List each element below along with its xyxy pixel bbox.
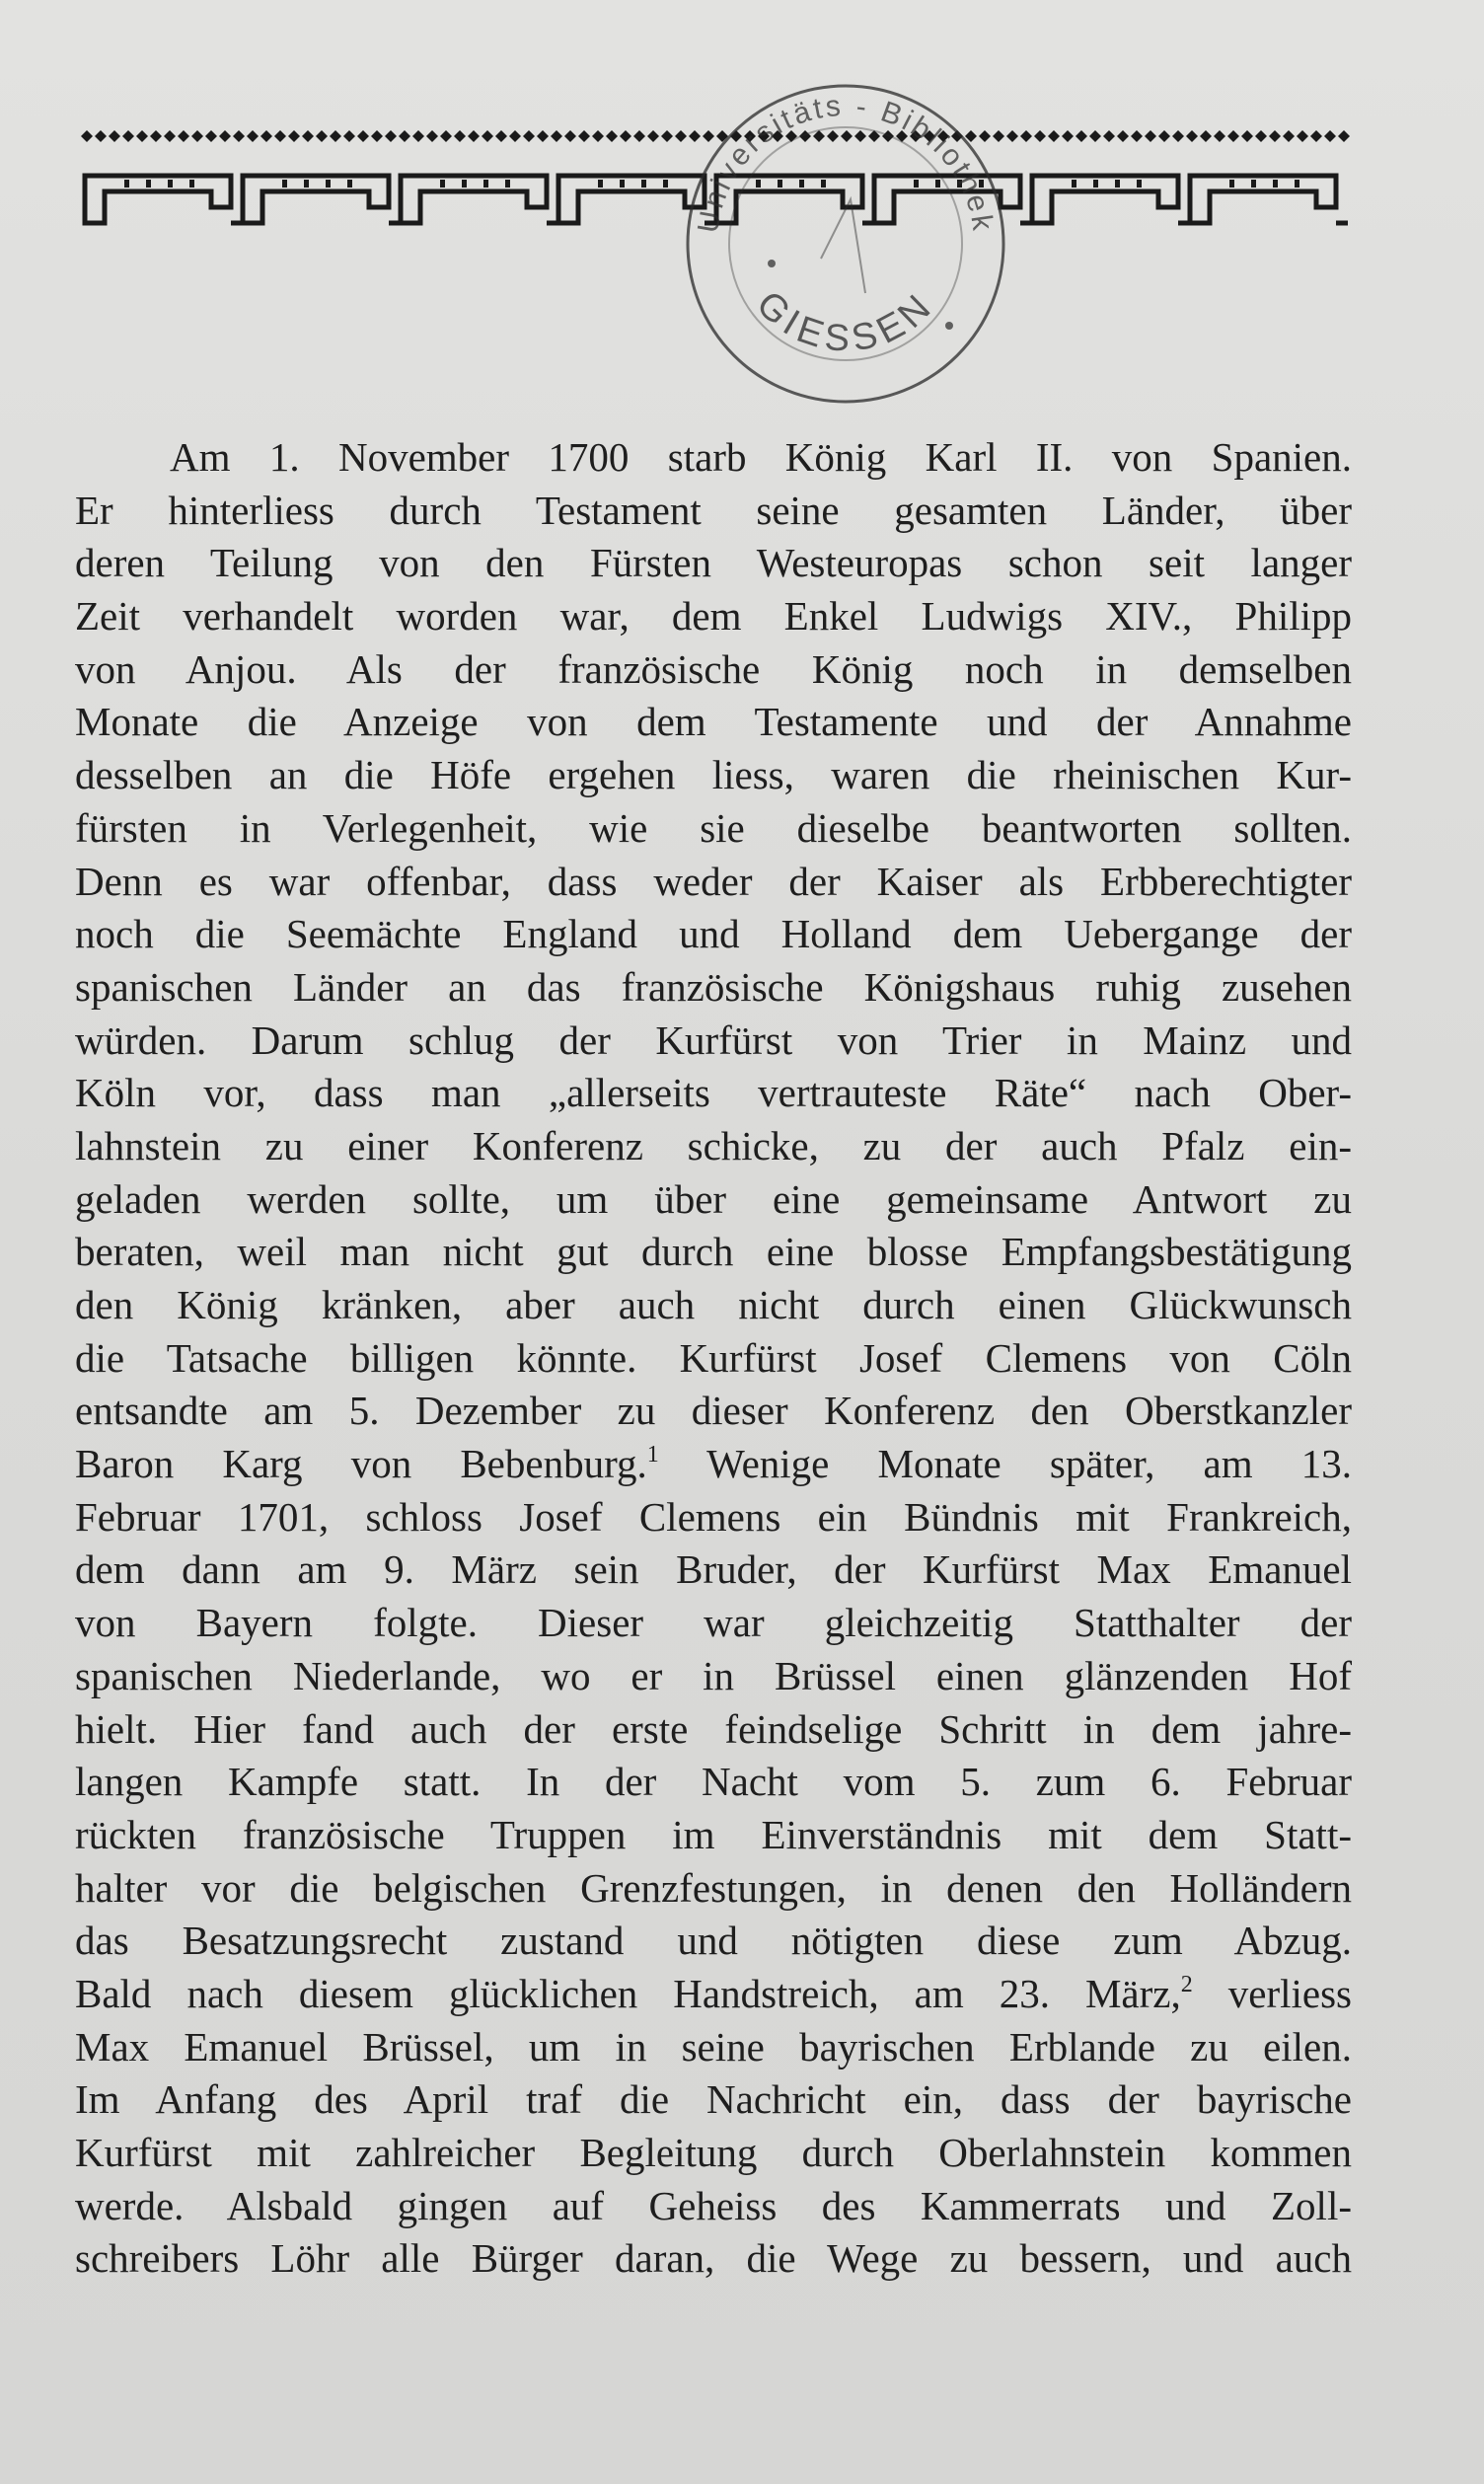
ornament-dot [326, 180, 331, 188]
stamp-star-left [768, 260, 776, 267]
text-line: rückten französische Truppen im Einverständnis mit dem Statt- [75, 1811, 1352, 1857]
svg-text:GIESSEN [748, 283, 942, 360]
text-line: Köln vor, dass man „allerseits vertrauteste Räte“ nach Ober- [75, 1070, 1352, 1116]
body-text [75, 431, 1352, 2286]
ornament-dot [282, 180, 287, 188]
ornament-diamond [551, 130, 562, 142]
ornament-diamond [357, 130, 369, 142]
ornament-diamond [191, 130, 203, 142]
text-line: deren Teilung von den Fürsten Westeuropas schon seit langer [75, 540, 1352, 586]
text-line: fürsten in Verlegenheit, wie sie dieselbe beantworten sollten. [75, 804, 1352, 851]
ornament-diamond [523, 130, 535, 142]
text-line: das Besatzungsrecht zustand und nötigten diese zum Abzug. [75, 1918, 1352, 1964]
ornament-diamond [371, 130, 383, 142]
ornament-diamond [219, 130, 231, 142]
ornament-dot [505, 180, 510, 188]
ornament-diamond [81, 130, 93, 142]
ornament-diamond [95, 130, 107, 142]
text-line: desselben an die Höfe ergehen liess, waren die rheinischen Kur- [75, 752, 1352, 798]
text-line: von Anjou. Als der französische König noch in demselben [75, 645, 1352, 692]
ornament-diamond [1227, 130, 1239, 142]
ornament-diamond [495, 130, 507, 142]
ornament-diamond [274, 130, 286, 142]
ornament-diamond [1034, 130, 1046, 142]
ornament-dot [347, 180, 352, 188]
ornament-diamond [178, 130, 189, 142]
ornament-diamond [1145, 130, 1156, 142]
text-line: lahnstein zu einer Konferenz schicke, zu der auch Pfalz ein- [75, 1122, 1352, 1168]
ornament-diamond [633, 130, 645, 142]
ornament-diamond [592, 130, 604, 142]
ornament-diamond [564, 130, 576, 142]
ornament-diamond [316, 130, 328, 142]
ornament-meander [1190, 176, 1348, 223]
library-stamp [663, 61, 1028, 426]
ornament-diamond [1117, 130, 1129, 142]
text-line: dem dann am 9. März sein Bruder, der Kurfürst Max Emanuel [75, 1546, 1352, 1593]
text-line: Er hinterliess durch Testament seine gesamten Länder, über [75, 487, 1352, 533]
ornament-diamond [1297, 130, 1308, 142]
ornament-diamond [578, 130, 590, 142]
ornament-meander [243, 176, 401, 223]
ornament-diamond [482, 130, 493, 142]
ornament-diamond [1255, 130, 1267, 142]
ornament-diamond [164, 130, 176, 142]
ornament-diamond [1200, 130, 1212, 142]
ornament-diamond [1062, 130, 1074, 142]
ornament-dot [1137, 180, 1142, 188]
ornament-diamond [454, 130, 466, 142]
ornament-dot [1251, 180, 1256, 188]
ornament-dot [1273, 180, 1278, 188]
ornament-diamond [288, 130, 300, 142]
ornament-diamond [122, 130, 134, 142]
ornament-diamond [1158, 130, 1170, 142]
text-line: Monate die Anzeige von dem Testamente und der Annahme [75, 699, 1352, 745]
line-text: Baron Karg von Bebenburg. [75, 1441, 647, 1487]
ornament-dot [124, 180, 129, 188]
ornament-diamond [247, 130, 259, 142]
ornament-diamond [1214, 130, 1225, 142]
ornament-dot [598, 180, 603, 188]
ornament-diamond [440, 130, 452, 142]
text-line: die Tatsache billigen könnte. Kurfürst Josef Clemens von Cöln [75, 1334, 1352, 1381]
ornament-diamond [343, 130, 355, 142]
ornament-diamond [1089, 130, 1101, 142]
ornament-diamond [1269, 130, 1281, 142]
text-line: Zeit verhandelt worden war, dem Enkel Ludwigs XIV., Philipp [75, 593, 1352, 640]
ornament-dot [1093, 180, 1098, 188]
ornament-dot [440, 180, 445, 188]
ornament-dot [620, 180, 625, 188]
ornament-diamond [1103, 130, 1115, 142]
text-line: spanischen Länder an das französische Königshaus ruhig zusehen [75, 963, 1352, 1010]
line-text: Wenige Monate später, am 13. [706, 1441, 1352, 1487]
ornament-diamond [1283, 130, 1295, 142]
text-line: hielt. Hier fand auch der erste feindselige Schritt in dem jahre- [75, 1705, 1352, 1752]
ornament-dot [462, 180, 467, 188]
ornament-diamond [136, 130, 148, 142]
ornament-diamond [1338, 130, 1350, 142]
ornament-dot [189, 180, 194, 188]
ornament-diamond [1131, 130, 1143, 142]
ornament-dot [1229, 180, 1234, 188]
text-line: Februar 1701, schloss Josef Clemens ein Bündnis mit Frankreich, [75, 1493, 1352, 1540]
text-line: spanischen Niederlande, wo er in Brüssel einen glänzenden Hof [75, 1652, 1352, 1698]
ornament-diamond [1186, 130, 1198, 142]
ornament-diamond [1310, 130, 1322, 142]
ornament-meander [401, 176, 558, 223]
ornament-diamond [150, 130, 162, 142]
ornament-diamond [399, 130, 410, 142]
ornament-dot [168, 180, 173, 188]
text-line: noch die Seemächte England und Holland dem Uebergange der [75, 911, 1352, 957]
ornament-diamond [509, 130, 521, 142]
text-line: schreibers Löhr alle Bürger daran, die Wege zu bessern, und auch [75, 2235, 1352, 2282]
text-line: Max Emanuel Brüssel, um in seine bayrischen Erblande zu eilen. [75, 2023, 1352, 2070]
text-line: geladen werden sollte, um über eine gemeinsame Antwort zu [75, 1175, 1352, 1222]
stamp-city-text: GIESSEN [748, 283, 943, 360]
text-line: entsandte am 5. Dezember zu dieser Konferenz den Oberstkanzler [75, 1388, 1352, 1434]
ornament-diamond [233, 130, 245, 142]
ornament-diamond [426, 130, 438, 142]
ornament-diamond [620, 130, 631, 142]
footnote-mark: 1 [646, 1442, 659, 1468]
ornament-diamond [1076, 130, 1087, 142]
ornament-diamond [412, 130, 424, 142]
ornament-meander [1032, 176, 1190, 223]
ornament-diamond [302, 130, 314, 142]
ornament-dot [641, 180, 646, 188]
text-line: würden. Darum schlug der Kurfürst von Trier in Mainz und [75, 1016, 1352, 1063]
ornament-diamond [330, 130, 341, 142]
ornament-meander [85, 176, 243, 223]
ornament-dot [1295, 180, 1299, 188]
ornament-dot [304, 180, 309, 188]
ornament-dot [1115, 180, 1120, 188]
ornament-diamond [260, 130, 272, 142]
text-line: von Bayern folgte. Dieser war gleichzeitig Statthalter der [75, 1600, 1352, 1646]
text-line: Kurfürst mit zahlreicher Begleitung durch Oberlahnstein kommen [75, 2130, 1352, 2175]
ornament-diamond [537, 130, 549, 142]
line-text: Bald nach diesem glücklichen Handstreich, am 23. März, [75, 1970, 1181, 2016]
ornament-diamond [647, 130, 659, 142]
text-line: Am 1. November 1700 starb König Karl II. von Spanien. [170, 434, 1352, 480]
stamp-star-right [945, 322, 953, 330]
text-line: Im Anfang des April traf die Nachricht ein, dass der bayrische [75, 2076, 1352, 2123]
text-line: werde. Alsbald gingen auf Geheiss des Kammerrats und Zoll- [75, 2182, 1352, 2228]
ornament-diamond [1172, 130, 1184, 142]
ornament-diamond [205, 130, 217, 142]
ornament-diamond [468, 130, 480, 142]
ornament-dot [146, 180, 151, 188]
text-line: halter vor die belgischen Grenzfestungen, in denen den Holländern [75, 1864, 1352, 1911]
ornament-diamond [606, 130, 618, 142]
line-text: verliess [1227, 1970, 1353, 2016]
text-line: den König kränken, aber auch nicht durch einen Glückwunsch [75, 1282, 1352, 1327]
text-line-footnote-1 [75, 1438, 1352, 1491]
text-line-footnote-2 [75, 1968, 1352, 2021]
ornament-diamond [109, 130, 120, 142]
text-line: Denn es war offenbar, dass weder der Kaiser als Erbberechtigter [75, 858, 1352, 904]
text-line: beraten, weil man nicht gut durch eine blosse Empfangsbestätigung [75, 1229, 1352, 1275]
ornament-diamond [385, 130, 397, 142]
ornament-dot [1072, 180, 1076, 188]
ornament-diamond [1324, 130, 1336, 142]
ornament-dot [483, 180, 488, 188]
footnote-mark: 2 [1180, 1971, 1193, 1997]
text-line: langen Kampfe statt. In der Nacht vom 5. zum 6. Februar [75, 1759, 1352, 1805]
ornament-diamond [1048, 130, 1060, 142]
svg-text:Universitäts - Bibliothek [692, 90, 1000, 236]
stamp-ring-text: Universitäts - Bibliothek [692, 89, 1000, 236]
ornament-diamond [1241, 130, 1253, 142]
